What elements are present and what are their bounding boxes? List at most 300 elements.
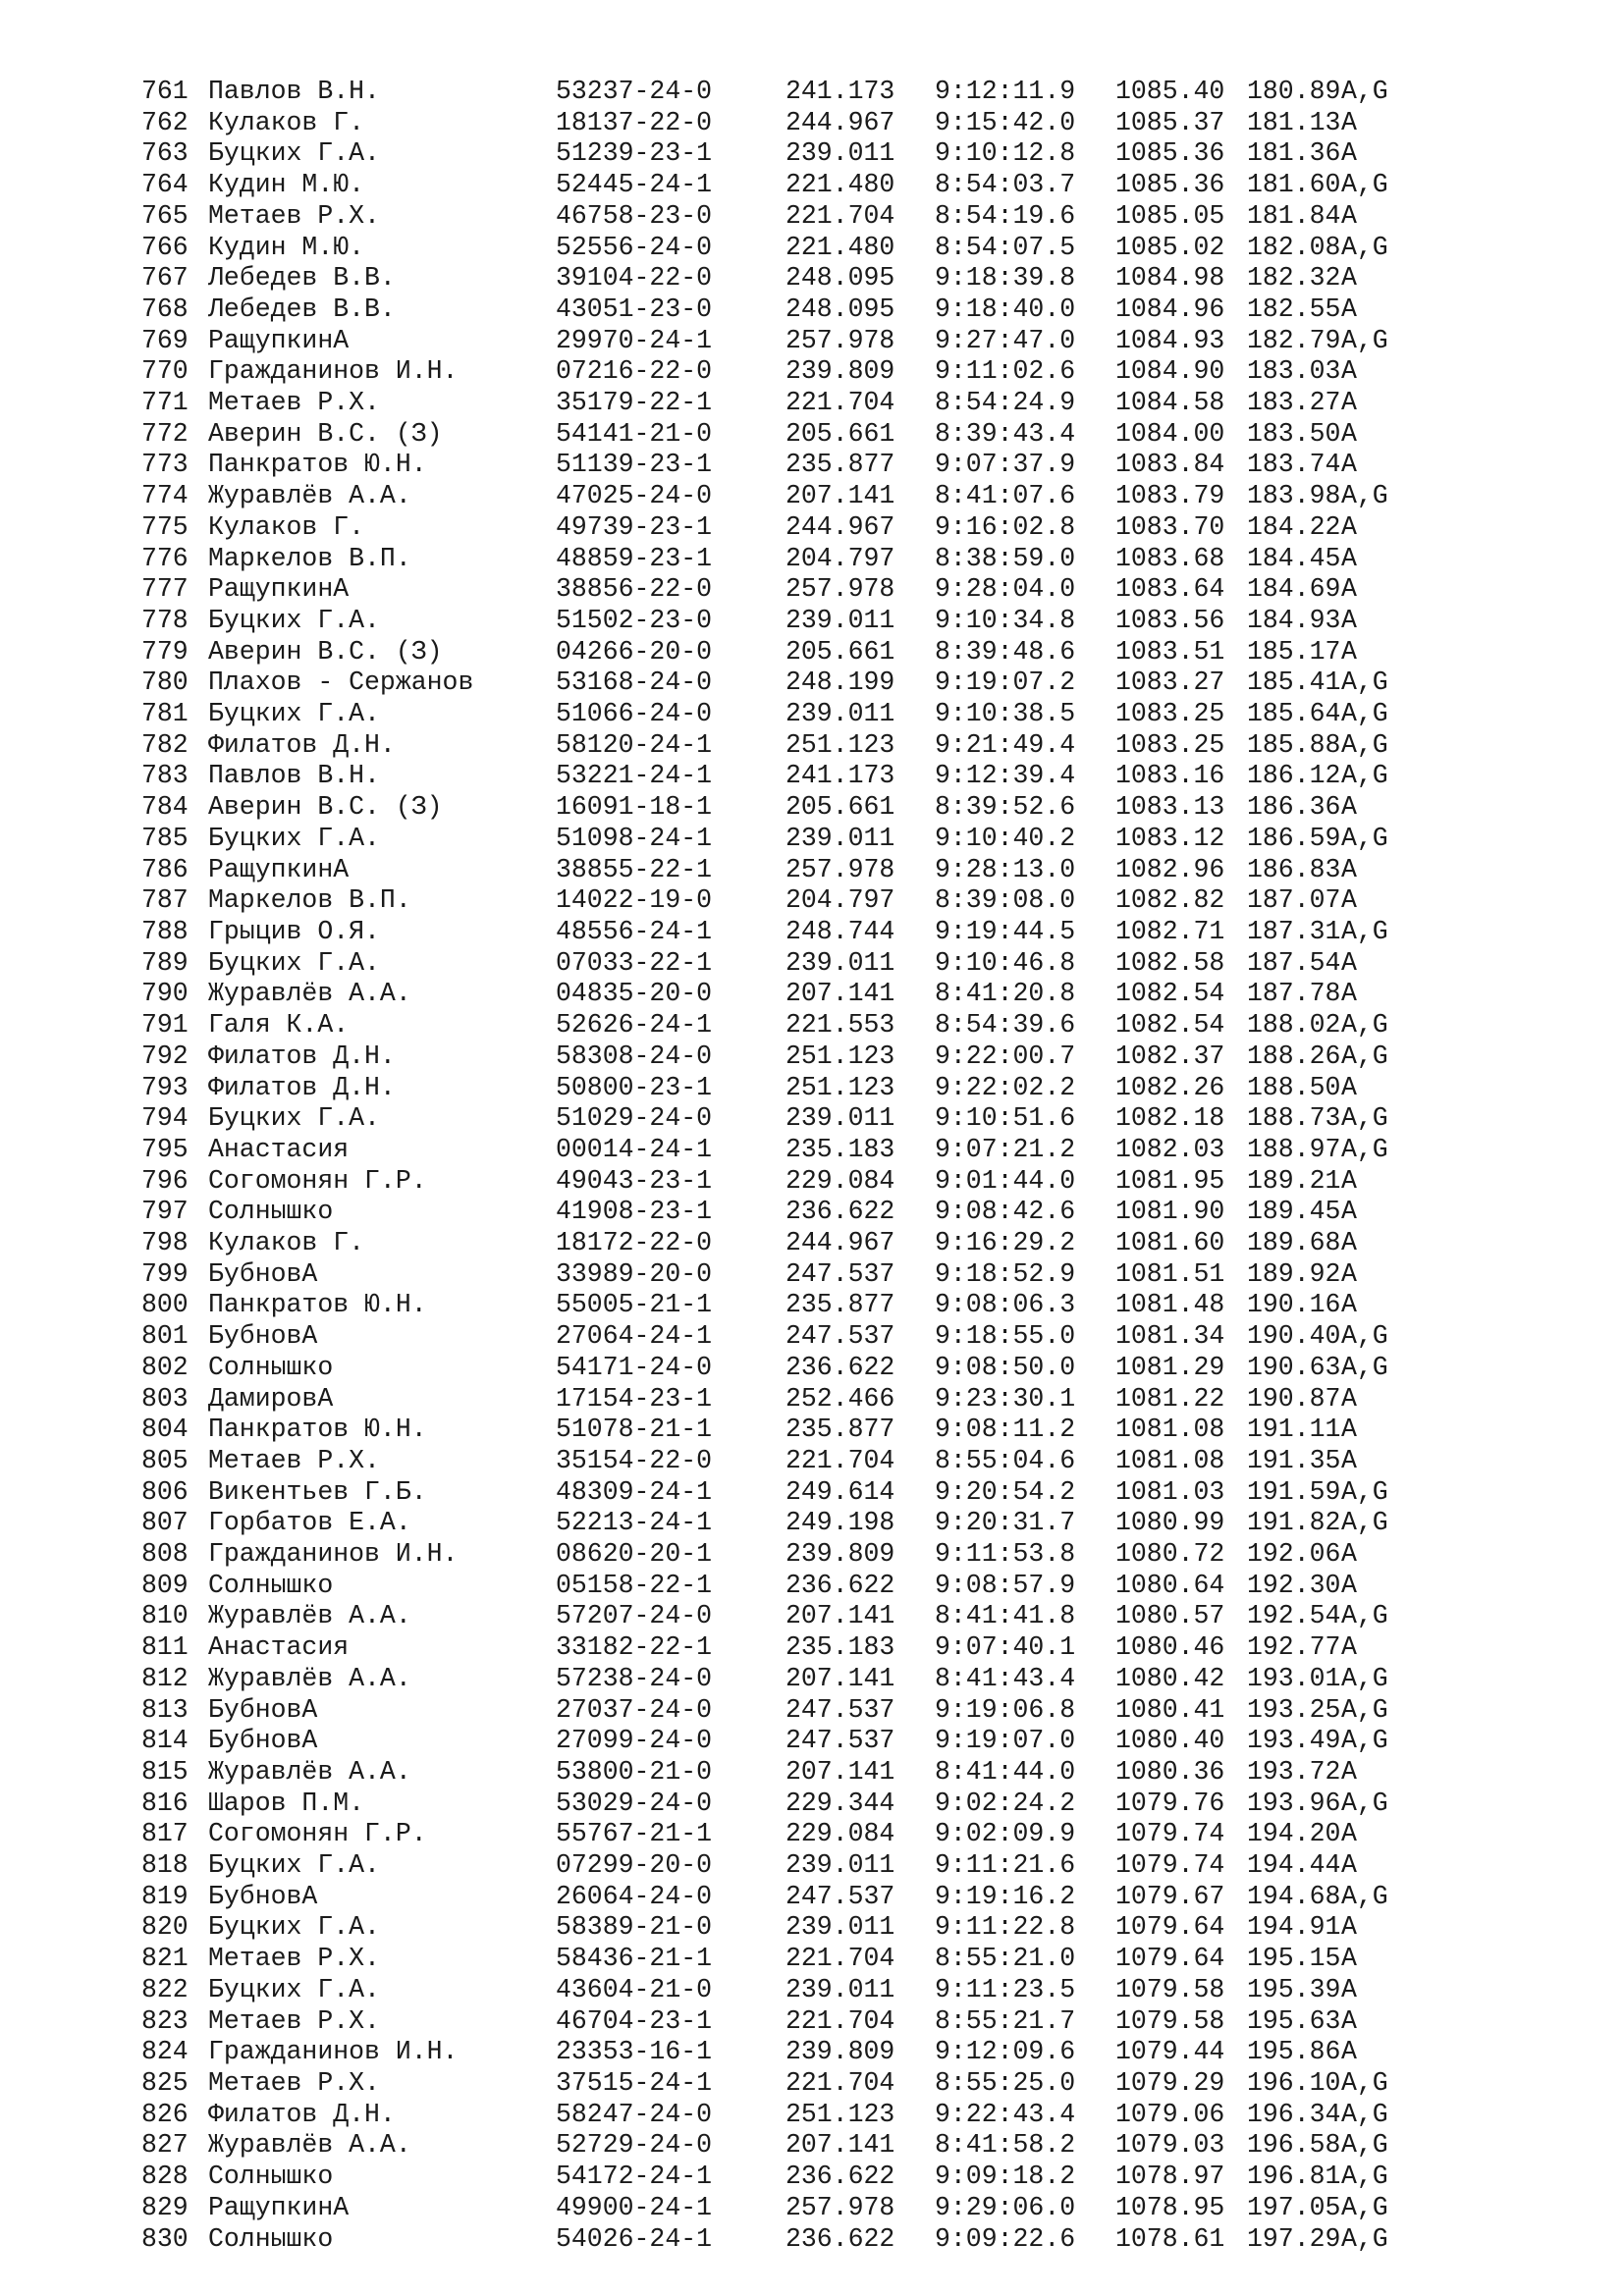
ring-number-cell: 33182-22-1 bbox=[556, 1632, 713, 1663]
flight-time-cell: 9:02:24.2 bbox=[935, 1788, 1076, 1818]
flight-time-cell: 9:07:40.1 bbox=[935, 1632, 1076, 1663]
coefficient-cell: 187.78 bbox=[1247, 979, 1341, 1009]
speed-cell: 1081.03 bbox=[1115, 1476, 1225, 1507]
mark-cell: A bbox=[1341, 1228, 1357, 1258]
ring-number-cell: 33989-20-0 bbox=[556, 1258, 713, 1289]
table-row bbox=[141, 1819, 1400, 1850]
speed-cell: 1083.79 bbox=[1115, 481, 1225, 511]
mark-cell: A,G bbox=[1341, 481, 1388, 511]
place-number-cell: 820 bbox=[141, 1912, 189, 1943]
distance-cell: 244.967 bbox=[785, 511, 895, 542]
distance-cell: 239.809 bbox=[785, 1539, 895, 1570]
distance-cell: 241.173 bbox=[785, 761, 895, 791]
ring-number-cell: 18137-22-0 bbox=[556, 107, 713, 137]
distance-cell: 221.704 bbox=[785, 2005, 895, 2036]
mark-cell: A bbox=[1341, 1974, 1357, 2004]
distance-cell: 236.622 bbox=[785, 1570, 895, 1600]
speed-cell: 1082.03 bbox=[1115, 1134, 1225, 1164]
speed-cell: 1082.26 bbox=[1115, 1072, 1225, 1102]
fancier-name-cell: Буцких Г.А. bbox=[208, 138, 380, 169]
distance-cell: 221.704 bbox=[785, 2068, 895, 2098]
ring-number-cell: 57238-24-0 bbox=[556, 1663, 713, 1693]
place-number-cell: 806 bbox=[141, 1476, 189, 1507]
table-row bbox=[141, 1632, 1400, 1664]
speed-cell: 1080.41 bbox=[1115, 1694, 1225, 1725]
table-row bbox=[141, 1135, 1400, 1166]
ring-number-cell: 50800-23-1 bbox=[556, 1072, 713, 1102]
ring-number-cell: 51098-24-1 bbox=[556, 823, 713, 853]
coefficient-cell: 194.91 bbox=[1247, 1912, 1341, 1943]
place-number-cell: 782 bbox=[141, 729, 189, 760]
speed-cell: 1079.06 bbox=[1115, 2099, 1225, 2129]
table-row bbox=[141, 948, 1400, 980]
ring-number-cell: 18172-22-0 bbox=[556, 1228, 713, 1258]
speed-cell: 1078.97 bbox=[1115, 2162, 1225, 2192]
table-row bbox=[141, 170, 1400, 201]
place-number-cell: 830 bbox=[141, 2223, 189, 2254]
table-row bbox=[141, 1944, 1400, 1975]
distance-cell: 235.877 bbox=[785, 450, 895, 480]
speed-cell: 1081.34 bbox=[1115, 1321, 1225, 1352]
place-number-cell: 823 bbox=[141, 2005, 189, 2036]
fancier-name-cell: Метаев Р.Х. bbox=[208, 2005, 380, 2036]
distance-cell: 239.011 bbox=[785, 823, 895, 853]
fancier-name-cell: Журавлёв А.А. bbox=[208, 979, 411, 1009]
table-row bbox=[141, 606, 1400, 637]
table-row bbox=[141, 637, 1400, 668]
flight-time-cell: 9:20:54.2 bbox=[935, 1476, 1076, 1507]
mark-cell: A bbox=[1341, 418, 1357, 449]
fancier-name-cell: Солнышко bbox=[208, 1352, 334, 1382]
speed-cell: 1083.25 bbox=[1115, 729, 1225, 760]
flight-time-cell: 9:29:06.0 bbox=[935, 2192, 1076, 2222]
speed-cell: 1081.48 bbox=[1115, 1290, 1225, 1320]
fancier-name-cell: РащупкинА bbox=[208, 854, 350, 884]
ring-number-cell: 07216-22-0 bbox=[556, 356, 713, 387]
mark-cell: A bbox=[1341, 1290, 1357, 1320]
mark-cell: A bbox=[1341, 356, 1357, 387]
flight-time-cell: 9:19:44.5 bbox=[935, 916, 1076, 946]
place-number-cell: 776 bbox=[141, 543, 189, 573]
coefficient-cell: 194.68 bbox=[1247, 1881, 1341, 1911]
distance-cell: 221.480 bbox=[785, 232, 895, 262]
ring-number-cell: 58308-24-0 bbox=[556, 1041, 713, 1071]
place-number-cell: 815 bbox=[141, 1756, 189, 1787]
place-number-cell: 821 bbox=[141, 1944, 189, 1974]
coefficient-cell: 185.17 bbox=[1247, 636, 1341, 667]
mark-cell: A,G bbox=[1341, 1352, 1388, 1382]
coefficient-cell: 183.27 bbox=[1247, 388, 1341, 418]
ring-number-cell: 58247-24-0 bbox=[556, 2099, 713, 2129]
table-row bbox=[141, 667, 1400, 699]
flight-time-cell: 9:09:22.6 bbox=[935, 2223, 1076, 2254]
fancier-name-cell: Анастасия bbox=[208, 1134, 350, 1164]
fancier-name-cell: Согомонян Г.Р. bbox=[208, 1819, 427, 1849]
table-row bbox=[141, 761, 1400, 792]
place-number-cell: 772 bbox=[141, 418, 189, 449]
coefficient-cell: 193.01 bbox=[1247, 1663, 1341, 1693]
ring-number-cell: 55767-21-1 bbox=[556, 1819, 713, 1849]
flight-time-cell: 8:41:44.0 bbox=[935, 1756, 1076, 1787]
fancier-name-cell: Метаев Р.Х. bbox=[208, 388, 380, 418]
flight-time-cell: 9:28:13.0 bbox=[935, 854, 1076, 884]
coefficient-cell: 196.58 bbox=[1247, 2130, 1341, 2161]
ring-number-cell: 00014-24-1 bbox=[556, 1134, 713, 1164]
distance-cell: 244.967 bbox=[785, 1228, 895, 1258]
fancier-name-cell: Маркелов В.П. bbox=[208, 543, 411, 573]
speed-cell: 1085.05 bbox=[1115, 200, 1225, 231]
table-row bbox=[141, 2100, 1400, 2131]
ring-number-cell: 17154-23-1 bbox=[556, 1383, 713, 1414]
fancier-name-cell: Кудин М.Ю. bbox=[208, 170, 365, 200]
table-row bbox=[141, 730, 1400, 762]
flight-time-cell: 9:01:44.0 bbox=[935, 1165, 1076, 1196]
table-row bbox=[141, 108, 1400, 139]
table-row bbox=[141, 1726, 1400, 1757]
mark-cell: A bbox=[1341, 1819, 1357, 1849]
mark-cell: A bbox=[1341, 1445, 1357, 1475]
table-row bbox=[141, 792, 1400, 824]
ring-number-cell: 08620-20-1 bbox=[556, 1539, 713, 1570]
table-row bbox=[141, 2037, 1400, 2068]
place-number-cell: 827 bbox=[141, 2130, 189, 2161]
fancier-name-cell: Панкратов Ю.Н. bbox=[208, 450, 427, 480]
place-number-cell: 778 bbox=[141, 605, 189, 635]
ring-number-cell: 49043-23-1 bbox=[556, 1165, 713, 1196]
distance-cell: 239.011 bbox=[785, 1912, 895, 1943]
fancier-name-cell: Панкратов Ю.Н. bbox=[208, 1415, 427, 1445]
speed-cell: 1080.46 bbox=[1115, 1632, 1225, 1663]
mark-cell: A,G bbox=[1341, 1476, 1388, 1507]
flight-time-cell: 9:19:07.2 bbox=[935, 667, 1076, 698]
coefficient-cell: 193.25 bbox=[1247, 1694, 1341, 1725]
mark-cell: A,G bbox=[1341, 2192, 1388, 2222]
ring-number-cell: 55005-21-1 bbox=[556, 1290, 713, 1320]
fancier-name-cell: Кулаков Г. bbox=[208, 1228, 365, 1258]
table-row bbox=[141, 294, 1400, 326]
distance-cell: 221.704 bbox=[785, 200, 895, 231]
coefficient-cell: 193.49 bbox=[1247, 1726, 1341, 1756]
fancier-name-cell: Павлов В.Н. bbox=[208, 77, 380, 106]
speed-cell: 1085.40 bbox=[1115, 77, 1225, 106]
place-number-cell: 797 bbox=[141, 1197, 189, 1227]
ring-number-cell: 51239-23-1 bbox=[556, 138, 713, 169]
coefficient-cell: 185.88 bbox=[1247, 729, 1341, 760]
flight-time-cell: 9:16:02.8 bbox=[935, 511, 1076, 542]
distance-cell: 236.622 bbox=[785, 1197, 895, 1227]
speed-cell: 1080.99 bbox=[1115, 1508, 1225, 1538]
flight-time-cell: 8:39:43.4 bbox=[935, 418, 1076, 449]
distance-cell: 236.622 bbox=[785, 1352, 895, 1382]
speed-cell: 1079.74 bbox=[1115, 1850, 1225, 1881]
distance-cell: 229.084 bbox=[785, 1819, 895, 1849]
flight-time-cell: 9:11:02.6 bbox=[935, 356, 1076, 387]
fancier-name-cell: Гражданинов И.Н. bbox=[208, 356, 459, 387]
table-row bbox=[141, 1789, 1400, 1820]
distance-cell: 257.978 bbox=[785, 325, 895, 355]
fancier-name-cell: БубновА bbox=[208, 1258, 318, 1289]
table-row bbox=[141, 233, 1400, 264]
fancier-name-cell: Журавлёв А.А. bbox=[208, 1601, 411, 1631]
speed-cell: 1082.54 bbox=[1115, 979, 1225, 1009]
flight-time-cell: 9:18:55.0 bbox=[935, 1321, 1076, 1352]
table-row bbox=[141, 824, 1400, 855]
flight-time-cell: 9:10:34.8 bbox=[935, 605, 1076, 635]
flight-time-cell: 8:41:07.6 bbox=[935, 481, 1076, 511]
coefficient-cell: 182.08 bbox=[1247, 232, 1341, 262]
coefficient-cell: 187.07 bbox=[1247, 885, 1341, 916]
distance-cell: 221.553 bbox=[785, 1010, 895, 1041]
distance-cell: 239.011 bbox=[785, 1850, 895, 1881]
mark-cell: A bbox=[1341, 1258, 1357, 1289]
mark-cell: A bbox=[1341, 138, 1357, 169]
place-number-cell: 767 bbox=[141, 263, 189, 294]
speed-cell: 1084.98 bbox=[1115, 263, 1225, 294]
distance-cell: 247.537 bbox=[785, 1726, 895, 1756]
speed-cell: 1079.58 bbox=[1115, 2005, 1225, 2036]
table-row bbox=[141, 1353, 1400, 1384]
place-number-cell: 810 bbox=[141, 1601, 189, 1631]
distance-cell: 257.978 bbox=[785, 574, 895, 605]
table-row bbox=[141, 1882, 1400, 1913]
table-row bbox=[141, 326, 1400, 357]
place-number-cell: 771 bbox=[141, 388, 189, 418]
distance-cell: 236.622 bbox=[785, 2162, 895, 2192]
place-number-cell: 786 bbox=[141, 854, 189, 884]
ring-number-cell: 51502-23-0 bbox=[556, 605, 713, 635]
fancier-name-cell: Галя К.А. bbox=[208, 1010, 350, 1041]
flight-time-cell: 8:54:19.6 bbox=[935, 200, 1076, 231]
ring-number-cell: 46704-23-1 bbox=[556, 2005, 713, 2036]
fancier-name-cell: Шаров П.М. bbox=[208, 1788, 365, 1818]
table-row bbox=[141, 2068, 1400, 2100]
table-row bbox=[141, 699, 1400, 730]
mark-cell: A bbox=[1341, 294, 1357, 324]
flight-time-cell: 8:39:08.0 bbox=[935, 885, 1076, 916]
coefficient-cell: 182.79 bbox=[1247, 325, 1341, 355]
distance-cell: 205.661 bbox=[785, 636, 895, 667]
place-number-cell: 765 bbox=[141, 200, 189, 231]
fancier-name-cell: Горбатов Е.А. bbox=[208, 1508, 411, 1538]
distance-cell: 236.622 bbox=[785, 2223, 895, 2254]
mark-cell: A bbox=[1341, 636, 1357, 667]
place-number-cell: 805 bbox=[141, 1445, 189, 1475]
place-number-cell: 801 bbox=[141, 1321, 189, 1352]
flight-time-cell: 8:55:21.7 bbox=[935, 2005, 1076, 2036]
coefficient-cell: 194.44 bbox=[1247, 1850, 1341, 1881]
place-number-cell: 787 bbox=[141, 885, 189, 916]
place-number-cell: 781 bbox=[141, 699, 189, 729]
coefficient-cell: 190.63 bbox=[1247, 1352, 1341, 1382]
place-number-cell: 780 bbox=[141, 667, 189, 698]
mark-cell: A bbox=[1341, 854, 1357, 884]
table-row bbox=[141, 855, 1400, 886]
mark-cell: A bbox=[1341, 543, 1357, 573]
mark-cell: A bbox=[1341, 1072, 1357, 1102]
coefficient-cell: 192.30 bbox=[1247, 1570, 1341, 1600]
distance-cell: 251.123 bbox=[785, 1041, 895, 1071]
ring-number-cell: 38856-22-0 bbox=[556, 574, 713, 605]
speed-cell: 1082.54 bbox=[1115, 1010, 1225, 1041]
table-row bbox=[141, 1290, 1400, 1321]
ring-number-cell: 35179-22-1 bbox=[556, 388, 713, 418]
fancier-name-cell: БубновА bbox=[208, 1321, 318, 1352]
place-number-cell: 796 bbox=[141, 1165, 189, 1196]
speed-cell: 1083.25 bbox=[1115, 699, 1225, 729]
place-number-cell: 807 bbox=[141, 1508, 189, 1538]
distance-cell: 204.797 bbox=[785, 543, 895, 573]
flight-time-cell: 9:18:39.8 bbox=[935, 263, 1076, 294]
flight-time-cell: 9:08:50.0 bbox=[935, 1352, 1076, 1382]
table-row bbox=[141, 2162, 1400, 2193]
speed-cell: 1079.29 bbox=[1115, 2068, 1225, 2098]
fancier-name-cell: Кулаков Г. bbox=[208, 107, 365, 137]
coefficient-cell: 182.32 bbox=[1247, 263, 1341, 294]
fancier-name-cell: Солнышко bbox=[208, 1197, 334, 1227]
distance-cell: 247.537 bbox=[785, 1881, 895, 1911]
fancier-name-cell: Журавлёв А.А. bbox=[208, 1663, 411, 1693]
flight-time-cell: 9:12:09.6 bbox=[935, 2037, 1076, 2067]
mark-cell: A bbox=[1341, 388, 1357, 418]
mark-cell: A,G bbox=[1341, 1103, 1388, 1134]
mark-cell: A,G bbox=[1341, 1508, 1388, 1538]
ring-number-cell: 52213-24-1 bbox=[556, 1508, 713, 1538]
distance-cell: 229.344 bbox=[785, 1788, 895, 1818]
ring-number-cell: 53221-24-1 bbox=[556, 761, 713, 791]
place-number-cell: 774 bbox=[141, 481, 189, 511]
table-row bbox=[141, 1041, 1400, 1073]
flight-time-cell: 9:11:21.6 bbox=[935, 1850, 1076, 1881]
table-row bbox=[141, 1975, 1400, 2006]
distance-cell: 239.809 bbox=[785, 2037, 895, 2067]
speed-cell: 1081.22 bbox=[1115, 1383, 1225, 1414]
flight-time-cell: 9:07:21.2 bbox=[935, 1134, 1076, 1164]
ring-number-cell: 27037-24-0 bbox=[556, 1694, 713, 1725]
speed-cell: 1083.27 bbox=[1115, 667, 1225, 698]
mark-cell: A,G bbox=[1341, 2099, 1388, 2129]
ring-number-cell: 51029-24-0 bbox=[556, 1103, 713, 1134]
fancier-name-cell: Журавлёв А.А. bbox=[208, 481, 411, 511]
place-number-cell: 799 bbox=[141, 1258, 189, 1289]
fancier-name-cell: Павлов В.Н. bbox=[208, 761, 380, 791]
speed-cell: 1079.64 bbox=[1115, 1944, 1225, 1974]
flight-time-cell: 8:41:43.4 bbox=[935, 1663, 1076, 1693]
distance-cell: 239.809 bbox=[785, 356, 895, 387]
place-number-cell: 779 bbox=[141, 636, 189, 667]
place-number-cell: 790 bbox=[141, 979, 189, 1009]
coefficient-cell: 195.86 bbox=[1247, 2037, 1341, 2067]
mark-cell: A bbox=[1341, 2005, 1357, 2036]
distance-cell: 239.011 bbox=[785, 605, 895, 635]
coefficient-cell: 192.54 bbox=[1247, 1601, 1341, 1631]
flight-time-cell: 8:54:24.9 bbox=[935, 388, 1076, 418]
mark-cell: A,G bbox=[1341, 1010, 1388, 1041]
distance-cell: 205.661 bbox=[785, 792, 895, 823]
speed-cell: 1082.58 bbox=[1115, 947, 1225, 978]
distance-cell: 241.173 bbox=[785, 77, 895, 106]
flight-time-cell: 9:16:29.2 bbox=[935, 1228, 1076, 1258]
coefficient-cell: 181.13 bbox=[1247, 107, 1341, 137]
coefficient-cell: 193.96 bbox=[1247, 1788, 1341, 1818]
distance-cell: 205.661 bbox=[785, 418, 895, 449]
place-number-cell: 794 bbox=[141, 1103, 189, 1134]
fancier-name-cell: Буцких Г.А. bbox=[208, 1974, 380, 2004]
flight-time-cell: 8:55:21.0 bbox=[935, 1944, 1076, 1974]
speed-cell: 1080.57 bbox=[1115, 1601, 1225, 1631]
table-row bbox=[141, 356, 1400, 388]
coefficient-cell: 183.74 bbox=[1247, 450, 1341, 480]
fancier-name-cell: Филатов Д.Н. bbox=[208, 1072, 396, 1102]
distance-cell: 251.123 bbox=[785, 729, 895, 760]
ring-number-cell: 52445-24-1 bbox=[556, 170, 713, 200]
coefficient-cell: 191.82 bbox=[1247, 1508, 1341, 1538]
fancier-name-cell: Буцких Г.А. bbox=[208, 947, 380, 978]
coefficient-cell: 190.87 bbox=[1247, 1383, 1341, 1414]
speed-cell: 1080.72 bbox=[1115, 1539, 1225, 1570]
table-row bbox=[141, 1259, 1400, 1291]
fancier-name-cell: Солнышко bbox=[208, 1570, 334, 1600]
place-number-cell: 828 bbox=[141, 2162, 189, 2192]
flight-time-cell: 8:38:59.0 bbox=[935, 543, 1076, 573]
coefficient-cell: 184.45 bbox=[1247, 543, 1341, 573]
ring-number-cell: 52626-24-1 bbox=[556, 1010, 713, 1041]
speed-cell: 1081.95 bbox=[1115, 1165, 1225, 1196]
fancier-name-cell: Солнышко bbox=[208, 2223, 334, 2254]
flight-time-cell: 8:54:07.5 bbox=[935, 232, 1076, 262]
flight-time-cell: 9:09:18.2 bbox=[935, 2162, 1076, 2192]
coefficient-cell: 183.03 bbox=[1247, 356, 1341, 387]
table-row bbox=[141, 1508, 1400, 1539]
table-row bbox=[141, 388, 1400, 419]
flight-time-cell: 9:27:47.0 bbox=[935, 325, 1076, 355]
mark-cell: A,G bbox=[1341, 77, 1388, 106]
fancier-name-cell: Метаев Р.Х. bbox=[208, 1944, 380, 1974]
fancier-name-cell: Солнышко bbox=[208, 2162, 334, 2192]
table-row bbox=[141, 1571, 1400, 1602]
fancier-name-cell: БубновА bbox=[208, 1694, 318, 1725]
ring-number-cell: 38855-22-1 bbox=[556, 854, 713, 884]
flight-time-cell: 8:54:39.6 bbox=[935, 1010, 1076, 1041]
flight-time-cell: 8:39:52.6 bbox=[935, 792, 1076, 823]
distance-cell: 239.011 bbox=[785, 138, 895, 169]
place-number-cell: 769 bbox=[141, 325, 189, 355]
place-number-cell: 784 bbox=[141, 792, 189, 823]
table-row bbox=[141, 138, 1400, 170]
coefficient-cell: 197.05 bbox=[1247, 2192, 1341, 2222]
place-number-cell: 777 bbox=[141, 574, 189, 605]
fancier-name-cell: Филатов Д.Н. bbox=[208, 2099, 396, 2129]
speed-cell: 1080.64 bbox=[1115, 1570, 1225, 1600]
flight-time-cell: 8:55:04.6 bbox=[935, 1445, 1076, 1475]
flight-time-cell: 9:18:40.0 bbox=[935, 294, 1076, 324]
speed-cell: 1079.67 bbox=[1115, 1881, 1225, 1911]
speed-cell: 1082.82 bbox=[1115, 885, 1225, 916]
coefficient-cell: 185.41 bbox=[1247, 667, 1341, 698]
mark-cell: A,G bbox=[1341, 1788, 1388, 1818]
ring-number-cell: 53168-24-0 bbox=[556, 667, 713, 698]
ring-number-cell: 43604-21-0 bbox=[556, 1974, 713, 2004]
coefficient-cell: 190.40 bbox=[1247, 1321, 1341, 1352]
table-row bbox=[141, 1539, 1400, 1571]
speed-cell: 1083.13 bbox=[1115, 792, 1225, 823]
table-row bbox=[141, 544, 1400, 575]
place-number-cell: 761 bbox=[141, 77, 189, 106]
mark-cell: A bbox=[1341, 574, 1357, 605]
flight-time-cell: 9:15:42.0 bbox=[935, 107, 1076, 137]
distance-cell: 239.011 bbox=[785, 1103, 895, 1134]
distance-cell: 207.141 bbox=[785, 1663, 895, 1693]
fancier-name-cell: Анастасия bbox=[208, 1632, 350, 1663]
